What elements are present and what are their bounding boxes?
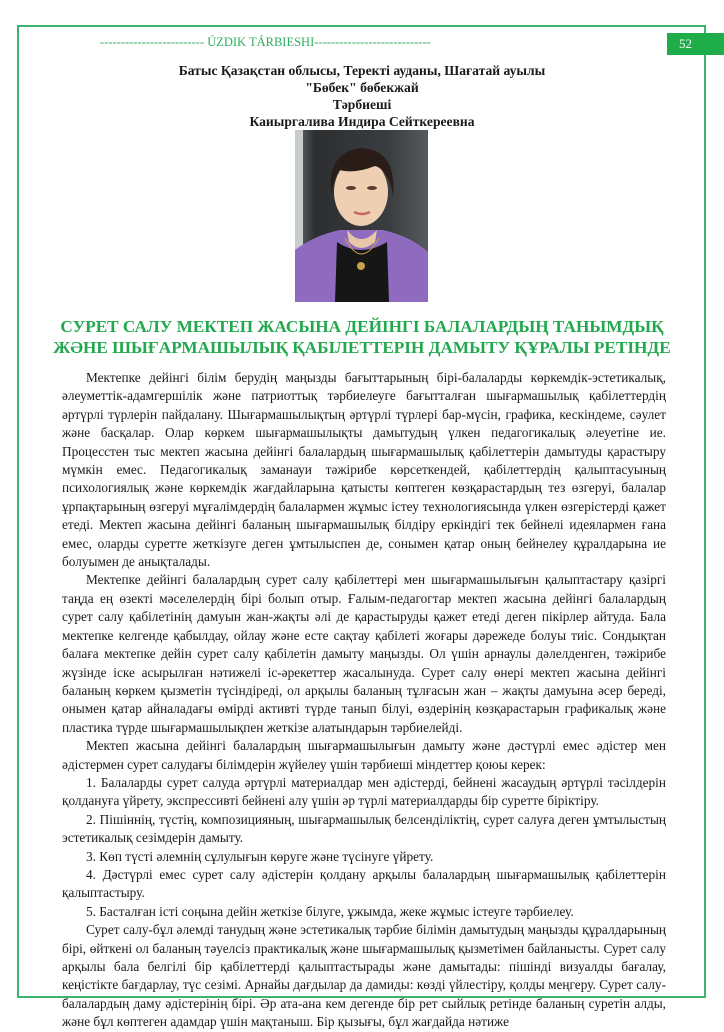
list-item-1: 1. Балаларды сурет салуда әртүрлі материалдар мен әдістерді, бейнені жасаудың әртүрлі тәсілдерін қолдануға үйрету, экспрессивті бейнені алу үшін әр түрлі материалдарды бір суретте біріктіру. — [62, 774, 666, 809]
paragraph-1: Мектепке дейінгі білім берудің маңызды бағыттарының бірі-балаларды көркемдік-эстетикалық, әлеуметтік-адамгершілік және патриоттық тәрбиелеуге бағытталған шығармашылық қабілеттердің әртүрлі түрлерін пайдалану. Шығармашылықтың әртүрлі түрлері бар-мүсін, графика, кескіндеме, сәулет және басқалар. Олар көркем шығармашылықты дамытудың үлкен педагогикалық әлеуетіне ие. Процесстен тыс мектеп жасына дейінгі балалардың шығармашылық қабілеттерін дамытуды қарастыру мүмкін емес. Педагогикалық заманауи тәжірибе көрсеткендей, қабілеттердің қалыптасуының психологиялық және көркемдік жағдайларына қатысты көптеген көзқарастардың тез өзгеруі, балалар ұрпақтарының өзгеруі мұғалімдердің балалармен жұмыс істеу технологиясында үлкен өзгерістерді қажет етеді. Мектеп жасына дейінгі баланың шығармашылық білдіру еркіндігі тек бейнелі идеялармен ғана емес, оларды суретте жеткізуге деген ұмтылыспен де, сонымен қатар оның бейнелеу құралдарына ие болуымен де анықталады. — [62, 370, 666, 570]
author-block — [0, 62, 724, 130]
article-body — [62, 369, 666, 1032]
running-header: ------------------------- ÚZDIK TÁRBIESHI---------------------------- — [100, 35, 431, 49]
paragraph-2: Мектепке дейінгі балалардың сурет салу қабілеттері мен шығармашылығын қалыптастару қазіргі таңда ең өзекті мәселелердің бірі болып отыр. Ғалым-педагогтар мектеп жасына дейінгі балалардың сурет салу қабілетінің дамуын жан-жақты әлі де қарастыруды қажет етеді деген пікірлер айтуда. Бала мектепке келгенде қабылдау, ойлау және есте сақтау қабілеті жоғары дәрежеде болуы тиіс. Сондықтан балаға мектепке дейін сурет салу қабілетін дамыту маңызды. Ол үшін арнаулы дәлелденген, тәжірибе жүзінде іске асырылған нәтижелі іс-әрекеттер жасалынуда. Сурет салу өнері мектеп жасына дейінгі баланың көркем қызметін түсіндіреді, ол арқылы баланың тұлғасын жан – жақты дамуына әсер береді, онымен қатар айналадағы өмірді активті түрде танып білуі, өздерінің көзқарастарын графикалық және пластика түрде шығармашылықпен жеткізе алатындарын тәрбиелейді. — [62, 572, 666, 735]
list-item-2: 2. Пішіннің, түстің, композицияның, шығармашылық белсенділіктің, сурет салуға деген ұмтылыстың эстетикалық сезімдерін дамыту. — [62, 811, 666, 846]
pendant — [357, 262, 365, 270]
right-eye — [367, 186, 377, 190]
closing-paragraph: Сурет салу-бұл әлемді танудың және эстетикалық тәрбие білімін дамытудың маңызды құралдарының бірі, өйткені ол баланың тәуелсіз практикалық және шығармашылық қызметімен байланысты. Сурет салу арқылы бала белгілі бір қабілеттерді қалыптастырады және дамытады: пішінді визуалды бағалау, кеңістікте бағдарлау, түс сезімі. Арнайы дағдылар да дамиды: көзді үйлестіру, қолды меңгеру. Сурет салу-балалардың даму әдістерінің бірі. Әр ата-ана кем дегенде бір рет сыйлық ретінде баланың суретін алды, және бұл көптеген адамдар үшін мақтаныш. Бір қызығы, бұл жағдайда нәтиже — [62, 922, 666, 1030]
paragraph-3: Мектеп жасына дейінгі балалардың шығармашылығын дамыту және дәстүрлі емес әдістер мен әдістермен сурет салудағы білімдерін жүйелеу үшін тәрбиеші міндеттер қоюы керек: — [62, 738, 666, 772]
article-title — [30, 316, 694, 358]
page-number-badge: 52 — [667, 33, 724, 55]
author-region: Батыс Қазақстан облысы, Теректі ауданы, Шағатай ауылы — [178, 63, 546, 78]
left-eye — [346, 186, 356, 190]
portrait-image — [295, 130, 428, 302]
list-item-5: 5. Басталған істі соңына дейін жеткізе білуге, ұжымда, жеке жұмыс істеуге тәрбиелеу. — [86, 903, 574, 919]
author-name: Каиыргалива Индира Сейткереевна — [249, 114, 475, 129]
black-top — [335, 242, 389, 302]
article-title-line-1: СУРЕТ САЛУ МЕКТЕП ЖАСЫНА ДЕЙІНГІ БАЛАЛАРДЫҢ ТАНЫМДЫҚ — [60, 317, 664, 336]
author-photo — [295, 130, 428, 302]
list-item-4: 4. Дәстүрлі емес сурет салу әдістерін қолдану арқылы балалардың шығармашылық қабілеттерін қалыптастыру. — [62, 866, 666, 901]
list-item-3: 3. Көп түсті әлемнің сұлулығын көруге және түсінуге үйрету. — [86, 848, 434, 864]
author-position: Тәрбиеші — [332, 97, 392, 112]
author-institution: "Бөбек" бөбекжай — [305, 80, 419, 95]
article-title-line-2: ЖӘНЕ ШЫҒАРМАШЫЛЫҚ ҚАБІЛЕТТЕРІН ДАМЫТУ ҚҰРАЛЫ РЕТІНДЕ — [53, 338, 671, 357]
